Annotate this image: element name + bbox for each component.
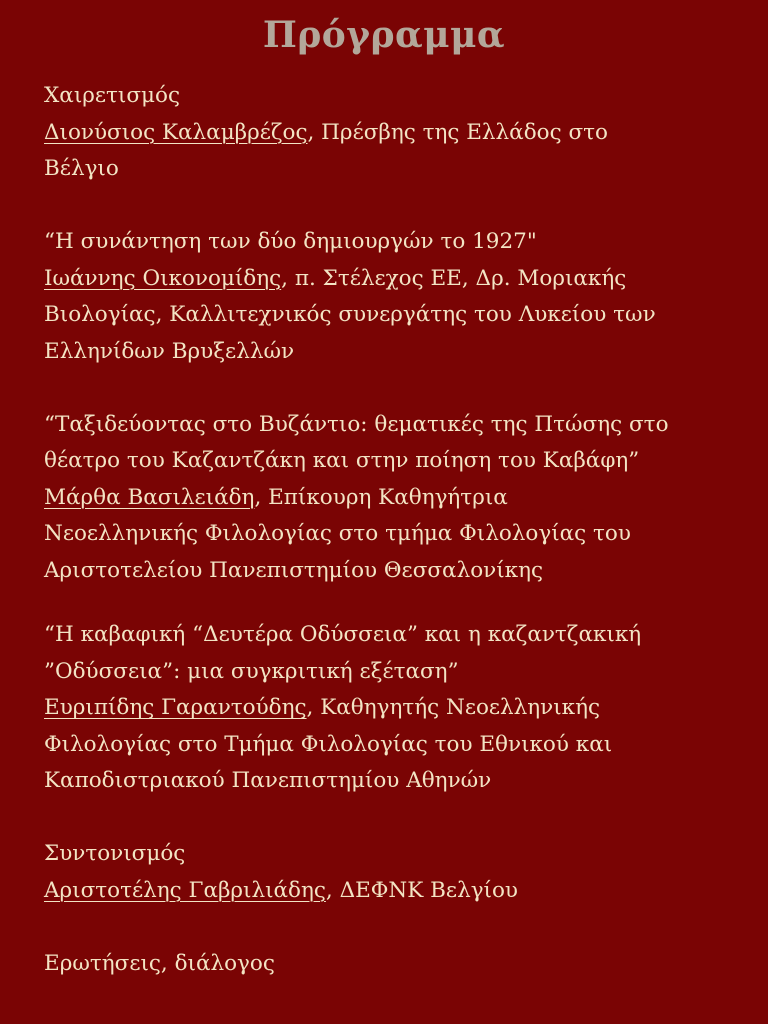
speaker-affiliation: Νεοελληνικής Φιλολογίας στο τμήμα Φιλολογίας του bbox=[44, 521, 631, 546]
speaker-affiliation: , ΔΕΦΝΚ Βελγίου bbox=[325, 877, 518, 903]
program-item-greeting bbox=[44, 78, 744, 188]
speaker-affiliation: , Πρέσβης της Ελλάδος στο bbox=[307, 119, 608, 145]
speaker-affiliation: , Επίκουρη Καθηγήτρια bbox=[254, 484, 508, 510]
item-heading: Χαιρετισμός bbox=[44, 83, 180, 108]
page-title: Πρόγραμμα bbox=[262, 14, 506, 56]
item-heading: ”Οδύσσεια”: μια συγκριτική εξέταση” bbox=[44, 658, 459, 684]
program-item-moderation bbox=[44, 836, 744, 909]
program-item-qa bbox=[44, 946, 744, 983]
item-heading: “Ταξιδεύοντας στο Βυζάντιο: θεματικές της Πτώσης στο bbox=[44, 411, 669, 437]
speaker-affiliation: , Καθηγητής Νεοελληνικής bbox=[306, 695, 601, 720]
speaker-link[interactable]: Ιωάννης Οικονομίδης bbox=[44, 265, 282, 291]
speaker-affiliation: Καποδιστριακού Πανεπιστημίου Αθηνών bbox=[44, 768, 492, 793]
item-heading: Συντονισμός bbox=[44, 841, 186, 866]
speaker-link[interactable]: Αριστοτέλης Γαβριλιάδης bbox=[44, 877, 326, 903]
speaker-affiliation: Φιλολογίας στο Τμήμα Φιλολογίας του Εθνικού και bbox=[44, 731, 613, 757]
speaker-link[interactable]: Διονύσιος Καλαμβρέζος bbox=[44, 119, 308, 145]
program-item-talk-1 bbox=[44, 224, 744, 370]
item-heading: “Η καβαφική “Δευτέρα Οδύσσεια” και η καζαντζακική bbox=[44, 622, 642, 647]
speaker-affiliation: , π. Στέλεχος ΕΕ, Δρ. Μοριακής bbox=[281, 265, 627, 291]
program-item-talk-3 bbox=[44, 617, 744, 800]
item-heading: θέατρο του Καζαντζάκη και στην ποίηση του Καβάφη” bbox=[44, 448, 640, 473]
speaker-link[interactable]: Ευριπίδης Γαραντούδης bbox=[44, 695, 307, 720]
program-list bbox=[44, 78, 744, 982]
speaker-affiliation: Βέλγιο bbox=[44, 156, 119, 181]
item-heading: Ερωτήσεις, διάλογος bbox=[44, 950, 275, 976]
speaker-link[interactable]: Μάρθα Βασιλειάδη bbox=[44, 484, 255, 510]
program-item-talk-2 bbox=[44, 407, 744, 590]
item-heading: “Η συνάντηση των δύο δημιουργών το 1927" bbox=[44, 229, 537, 254]
speaker-affiliation: Βιολογίας, Καλλιτεχνικός συνεργάτης του Λυκείου των bbox=[44, 302, 656, 327]
speaker-affiliation: Ελληνίδων Βρυξελλών bbox=[44, 338, 295, 364]
speaker-affiliation: Αριστοτελείου Πανεπιστημίου Θεσσαλονίκης bbox=[44, 557, 543, 583]
